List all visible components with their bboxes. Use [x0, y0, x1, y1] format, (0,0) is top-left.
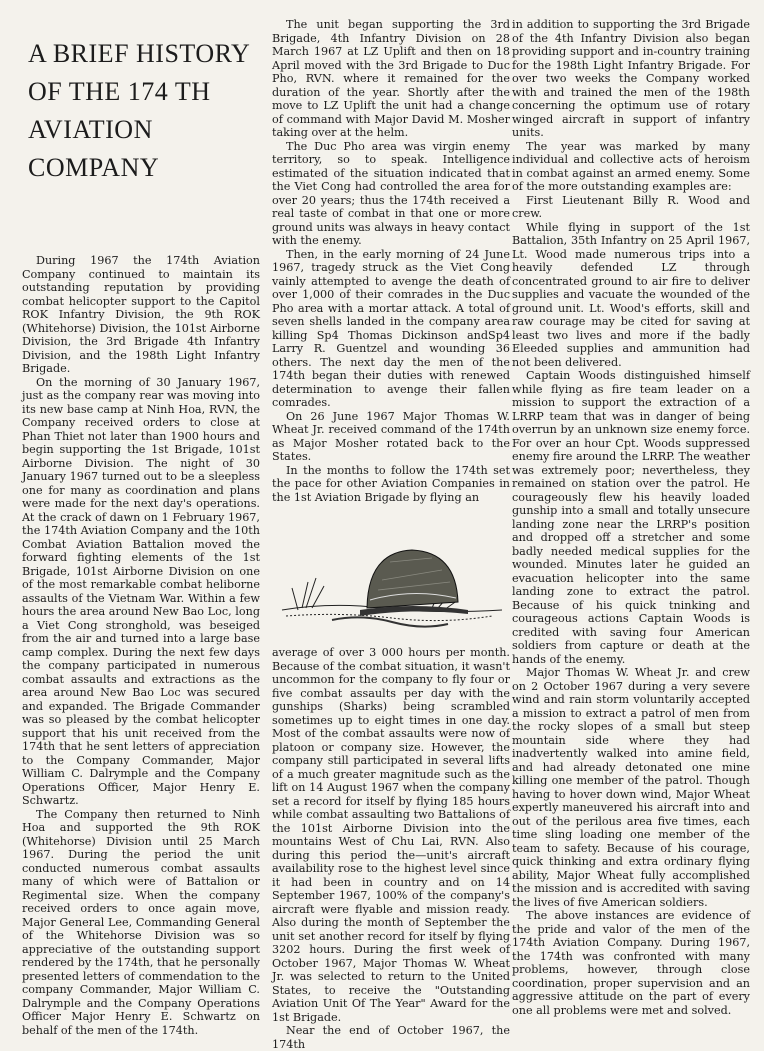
paragraph: Major Thomas W. Wheat Jr. and crew on 2 October 1967 during a very severe wind and rain storm voluntarily accepted a mission to extract a patrol of men from the rocky slopes of a small but steep mountain side where they had inadvertently walked into amine field, and had already detonated one mine killing one member of the patrol. Though having to hover down wind, Major Wheat expertly maneuvered his aircraft into and out of the perilous area five times, each time sling loading one member of the team to safety. Because of his courage, quick thinking and extra ordinary flying ability, Major Wheat fully accomplished the mission and is accredited with saving the lives of five American soldiers.: [512, 666, 750, 909]
title-line: COMPANY: [28, 153, 160, 183]
paragraph: The year was marked by many individual and collective acts of heroism in combat against an armed enemy. Some of the more outstanding examples are:: [512, 139, 750, 193]
column-3: [512, 18, 750, 1017]
paragraph: The Duc Pho area was virgin enemy territory, so to speak. Intelligence estimated of the situation indicated that the Viet Cong had controlled the area for over 20 years; thus the 174th received a real taste of combat in that one or more ground units was always in heavy contact with the enemy.: [272, 139, 510, 247]
paragraph: While flying in support of the 1st Battalion, 35th Infantry on 25 April 1967, Lt. Wood made numerous trips into a heavily defended LZ through concentrated ground to air fire to deliver supplies and vacuate the wounded of the ground unit. Lt. Wood's efforts, skill and raw courage may be cited for saving at least two lives and more if the badly Eleeded supplies and ammunition had not been delivered.: [512, 220, 750, 369]
paragraph: The unit began supporting the 3rd Brigade, 4th Infantry Division on 28 March 1967 at LZ Uplift and then on 18 April moved with the 3rd Brigade to Duc Pho, RVN. where it remained for the duration of the year. Shortly after the move to LZ Uplift the unit had a change of command with Major David M. Mosher taking over at the helm.: [272, 18, 510, 139]
article-title: [28, 35, 258, 187]
paragraph: During 1967 the 174th Aviation Company continued to maintain its outstanding reputation by providing combat helicopter support to the Capitol ROK Infantry Division, the 9th ROK (Whitehorse) Division, the 101st Airborne Division, the 3rd Brigade 4th Infantry Division, and the 198th Light Infantry Brigade.: [22, 254, 260, 375]
paragraph: Near the end of October 1967, the 174th: [272, 1024, 510, 1051]
column-2-top: [272, 18, 510, 504]
paragraph: The above instances are evidence of the pride and valor of the men of the 174th Aviation Company. During 1967, the 174th was confronted with many problems, however, through close coordination, proper supervision and an aggressive attitude on the part of every one all problems were met and solved.: [512, 909, 750, 1017]
title-line: AVIATION: [28, 115, 153, 145]
paragraph: In the months to follow the 174th set the pace for other Aviation Companies in the 1st Aviation Brigade by flying an: [272, 463, 510, 504]
paragraph: Then, in the early morning of 24 June 1967, tragedy struck as the Viet Cong vainly attempted to avenge the death of over 1,000 of their comrades in the Duc Pho area with a mortar attack. A total of seven shells landed in the company area killing Sp4 Thomas Dickinson andSp4 Larry R. Guentzel and wounding 36 others. The next day the men of the 174th began their duties with renewed determination to avenge their fallen comrades.: [272, 247, 510, 409]
paragraph: Captain Woods distinguished himself while flying as fire team leader on a mission to support the extraction of a LRRP team that was in danger of being overrun by an unknown size enemy force. For over an hour Cpt. Woods suppressed enemy fire around the LRRP. The weather was extremely poor; nevertheless, they remained on station over the patrol. He courageously flew his heavily loaded gunship into a small and totally unsecure landing zone near the LRRP's position and dropped off a stretcher and some badly needed medical supplies for the wounded. Minutes later he guided an evacuation helicopter into the same landing zone to extract the patrol. Because of his quick tninking and courageous actions Captain Woods is credited with saving four American soldiers from capture or death at the hands of the enemy.: [512, 369, 750, 666]
paragraph: in addition to supporting the 3rd Brigade of the 4th Infantry Division also began providing support and in-country training for the 198th Light Infantry Brigade. For over two weeks the Company worked with and trained the men of the 198th concerning the optimum use of rotary winged aircraft in support of infantry units.: [512, 18, 750, 139]
paragraph: On 26 June 1967 Major Thomas W. Wheat Jr. received command of the 174th as Major Mosher rotated back to the States.: [272, 409, 510, 463]
title-line: OF THE 174 TH: [28, 77, 211, 107]
column-1: [22, 254, 260, 1037]
paragraph: On the morning of 30 January 1967, just as the company rear was moving into its new base camp at Ninh Hoa, RVN, the Company received orders to close at Phan Thiet not later than 1900 hours and begin supporting the 1st Brigade, 101st Airborne Division. The night of 30 January 1967 turned out to be a sleepless one for many as coordination and plans were made for the next day's operations. At the crack of dawn on 1 February 1967, the 174th Aviation Company and the 10th Combat Aviation Battalion moved the forward fighting elements of the 1st Brigade, 101st Airborne Division on one of the most remarkable combat heliborne assaults of the Vietnam War. Within a few hours the area around New Bao Loc, long a Viet Cong stronghold, was beseiged from the air and turned into a large base camp complex. During the next few days the company participated in numerous combat assaults and extractions as the area around New Bao Loc was secured and expanded. The Brigade Commander was so pleased by the combat helicopter support that his unit received from the 174th that he sent letters of appreciation to the Company Commander, Major William C. Dalrymple and the Company Operations Officer, Major Henry E. Schwartz.: [22, 375, 260, 807]
paragraph: The Company then returned to Ninh Hoa and supported the 9th ROK (Whitehorse) Division until 25 March 1967. During the period the unit conducted numerous combat assaults many of which were of Battalion or Regimental size. When the company received orders to once again move, Major General Lee, Commanding General of the Whitehorse Division was so appreciative of the outstanding support rendered by the 174th, that he personally presented letters of commendation to the company Commander, Major William C. Dalrymple and the Company Operations Officer Major Henry E. Schwartz on behalf of the men of the 174th.: [22, 807, 260, 1037]
column-2-bottom: [272, 646, 510, 1051]
title-line: A BRIEF HISTORY: [28, 39, 251, 69]
helmet-illustration: [272, 530, 510, 640]
paragraph: First Lieutenant Billy R. Wood and crew.: [512, 193, 750, 220]
paragraph: average of over 3 000 hours per month. Because of the combat situation, it wasn't uncommon for the company to fly four or five combat assaults per day with the gunships (Sharks) being scrambled sometimes up to eight times in one day. Most of the combat assaults were now of platoon or company size. However, the company still participated in several lifts of a much greater magnitude such as the lift on 14 August 1967 when the company set a record for itself by flying 185 hours while combat assaulting two Battalions of the 101st Airborne Division into the mountains West of Chu Lai, RVN. Also during this period the—unit's aircraft availability rose to the highest level since it had been in country and on 14 September 1967, 100% of the company's aircraft were flyable and mission ready. Also during the month of September the unit set another record for itself by flying 3202 hours. During the first week of October 1967, Major Thomas W. Wheat Jr. was selected to return to the United States, to receive the "Outstanding Aviation Unit Of The Year" Award for the 1st Brigade.: [272, 646, 510, 1024]
